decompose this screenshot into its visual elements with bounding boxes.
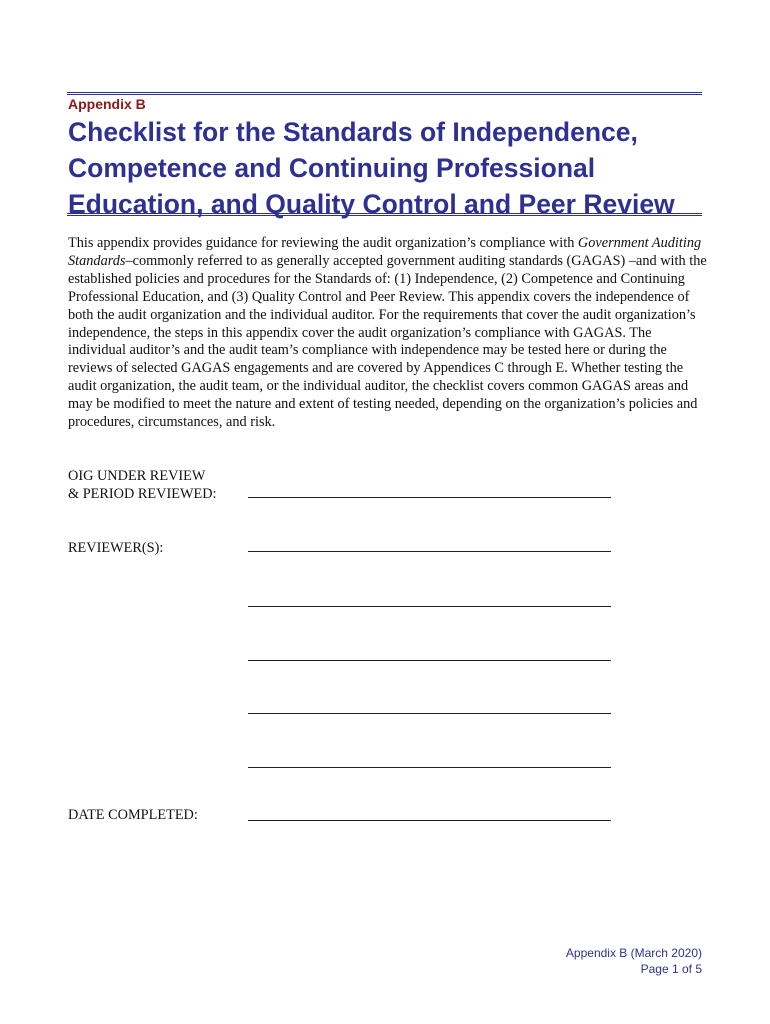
- intro-paragraph: [68, 235, 708, 432]
- intro-text-start: This appendix provides guidance for reviewing the audit organization’s compliance with: [68, 235, 578, 251]
- reviewers-label: REVIEWER(S):: [68, 540, 164, 556]
- page-title: Checklist for the Standards of Independence, Competence and Continuing Professional Education, and Quality Control and Peer Review: [68, 117, 675, 219]
- intro-italic-title: Government Auditing Standards: [68, 235, 702, 269]
- page-footer: [566, 946, 702, 977]
- oig-under-review-label: [68, 467, 217, 503]
- date-completed-label: DATE COMPLETED:: [68, 807, 198, 823]
- header-rule: [67, 92, 702, 95]
- reviewer-field-1[interactable]: [248, 551, 611, 552]
- oig-label-line2: & PERIOD REVIEWED:: [68, 486, 217, 502]
- reviewer-field-5[interactable]: [248, 767, 611, 768]
- reviewer-field-3[interactable]: [248, 660, 611, 661]
- footer-page-number: Page 1 of 5: [640, 961, 702, 976]
- date-completed-field[interactable]: [248, 820, 611, 821]
- oig-under-review-field[interactable]: [248, 497, 611, 498]
- footer-appendix-date: Appendix B (March 2020): [565, 946, 702, 960]
- reviewer-field-2[interactable]: [248, 606, 611, 607]
- oig-label-line1: OIG UNDER REVIEW: [68, 468, 206, 484]
- appendix-label: Appendix B: [68, 96, 146, 112]
- reviewer-field-4[interactable]: [248, 713, 611, 714]
- intro-text-rest: –commonly referred to as generally accepted government auditing standards (GAGAS) –and with the established policies and procedures for the Standards of: (1) Independence, (2) Competence and Continuing Professional Education, and (3) Quality Control and Peer Review. This appendix covers the independence of both the audit organization and the individual auditor. For the requirements that cover the audit organization’s independence, the steps in this appendix cover the audit organization’s compliance with GAGAS. The individual auditor’s and the audit team’s compliance with independence may be tested here or during the reviews of selected GAGAS engagements and are covered by Appendices C through E. Whether testing the audit organization, the audit team, or the individual auditor, the checklist covers common GAGAS areas and may be modified to meet the nature and extent of testing needed, depending on the organization’s policies and procedures, circumstances, and risk.: [68, 252, 707, 431]
- title-rule: [67, 213, 702, 216]
